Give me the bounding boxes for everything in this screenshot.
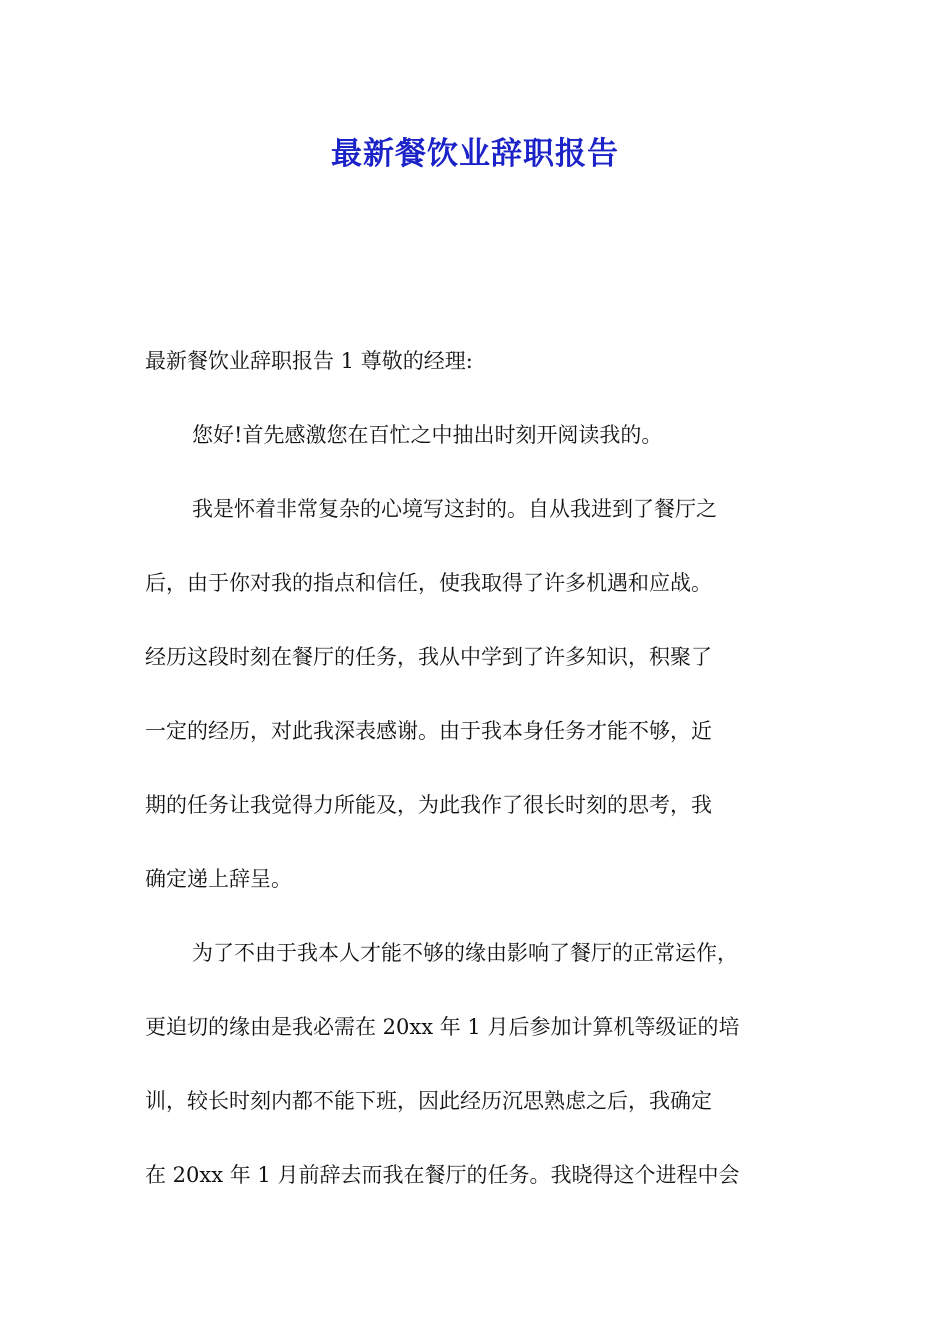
- paragraph-line: 训，较长时刻内都不能下班，因此经历沉思熟虑之后，我确定: [145, 1089, 712, 1113]
- paragraph-line: 更迫切的缘由是我必需在 20xx 年 1 月后参加计算机等级证的培: [145, 1015, 740, 1039]
- paragraph-line: 我是怀着非常复杂的心境写这封的。自从我进到了餐厅之: [192, 497, 717, 521]
- paragraph-line: 您好!首先感激您在百忙之中抽出时刻开阅读我的。: [192, 423, 663, 447]
- paragraph-line: 确定递上辞呈。: [145, 867, 292, 891]
- paragraph-line: 后，由于你对我的指点和信任，使我取得了许多机遇和应战。: [145, 571, 712, 595]
- paragraph-line: 为了不由于我本人才能不够的缘由影响了餐厅的正常运作，: [192, 941, 738, 965]
- paragraph-line: 期的任务让我觉得力所能及，为此我作了很长时刻的思考，我: [145, 793, 712, 817]
- document-title: 最新餐饮业辞职报告: [331, 136, 619, 172]
- paragraph-line: 一定的经历，对此我深表感谢。由于我本身任务才能不够，近: [145, 719, 712, 743]
- salutation-line: 最新餐饮业辞职报告 1 尊敬的经理:: [145, 349, 473, 373]
- paragraph-line: 在 20xx 年 1 月前辞去而我在餐厅的任务。我晓得这个进程中会: [145, 1163, 740, 1187]
- paragraph-line: 经历这段时刻在餐厅的任务，我从中学到了许多知识，积聚了: [145, 645, 712, 669]
